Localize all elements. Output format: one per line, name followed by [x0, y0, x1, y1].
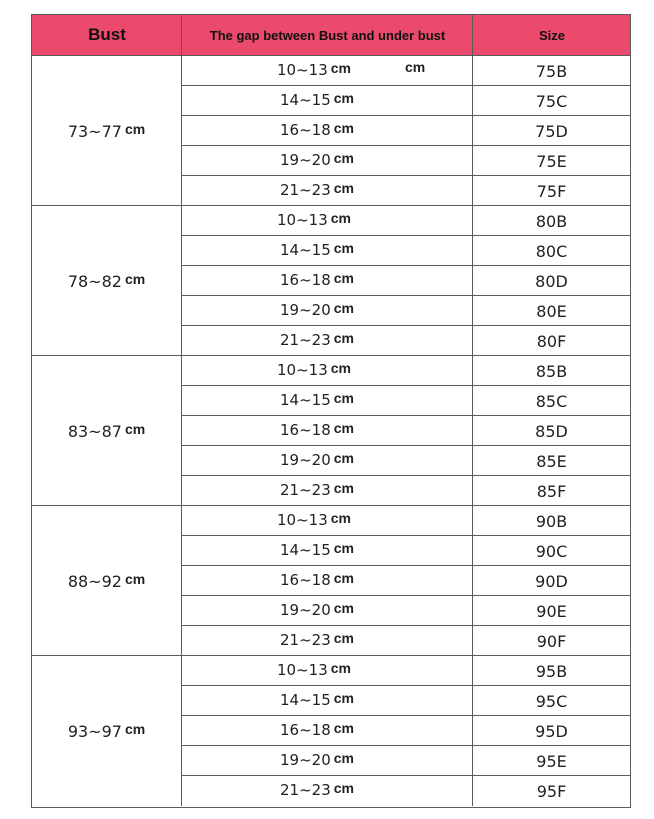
gap-cell: [182, 446, 473, 476]
gap-cell: [182, 206, 473, 236]
size-cell: 75C: [535, 91, 568, 111]
gap-range-value: 19~20: [280, 451, 331, 469]
gap-cell: [182, 296, 473, 326]
table-row: [182, 656, 630, 686]
gap-range-value: 21~23: [280, 331, 331, 349]
gap-range-value: 10~13: [277, 361, 328, 379]
gap-cell: [182, 56, 473, 86]
gap-range: [280, 721, 354, 739]
gap-range-value: 16~18: [280, 721, 331, 739]
gap-cell: [182, 596, 473, 626]
unit-label: cm: [333, 390, 354, 406]
unit-label: cm: [333, 330, 354, 346]
size-cell: 90B: [535, 511, 568, 531]
gap-range: [280, 421, 354, 439]
extra-unit-label: cm: [405, 59, 426, 75]
gap-cell: [182, 746, 473, 776]
bust-range-value: 73~77: [67, 121, 122, 141]
gap-cell: [182, 146, 473, 176]
size-cell: 80D: [535, 271, 568, 291]
gap-range-value: 16~18: [280, 121, 331, 139]
unit-label: cm: [330, 510, 351, 526]
gap-range-value: 14~15: [280, 91, 331, 109]
unit-label: cm: [330, 660, 351, 676]
gap-cell: [182, 176, 473, 206]
gap-cell: [182, 626, 473, 656]
gap-range-value: 16~18: [280, 421, 331, 439]
gap-range: [280, 121, 354, 139]
gap-cell: [182, 356, 473, 386]
table-row: [182, 266, 630, 296]
gap-range-value: 14~15: [280, 391, 331, 409]
unit-label: cm: [333, 150, 354, 166]
gap-cell: [182, 716, 473, 746]
gap-range-value: 19~20: [280, 301, 331, 319]
unit-label: cm: [333, 270, 354, 286]
gap-cell: [182, 266, 473, 296]
gap-range: [277, 61, 351, 79]
gap-range: [280, 451, 354, 469]
bust-group: [32, 506, 630, 656]
size-cell: 80F: [536, 331, 567, 351]
size-cell: 80C: [535, 241, 568, 261]
table-row: [182, 116, 630, 146]
bust-range-cell: [32, 206, 182, 356]
gap-cell: [182, 506, 473, 536]
gap-range-value: 14~15: [280, 541, 331, 559]
size-cell: 75B: [535, 61, 568, 81]
size-cell: 95D: [535, 721, 568, 741]
gap-cell: [182, 536, 473, 566]
bust-range-value: 83~87: [67, 421, 122, 441]
bust-group: [32, 656, 630, 806]
gap-range: [277, 511, 351, 529]
gap-cell: [182, 776, 473, 806]
table-row: [182, 176, 630, 206]
size-cell: 95F: [536, 781, 567, 801]
unit-label: cm: [333, 720, 354, 736]
table-body: [31, 56, 631, 808]
gap-range: [280, 751, 354, 769]
gap-range: [280, 271, 354, 289]
bust-group: [32, 56, 630, 206]
unit-label: cm: [330, 360, 351, 376]
header-gap: The gap between Bust and under bust: [209, 27, 446, 43]
unit-label: cm: [333, 690, 354, 706]
gap-range-value: 10~13: [277, 211, 328, 229]
gap-range: [280, 331, 354, 349]
gap-range-value: 21~23: [280, 631, 331, 649]
gap-cell: [182, 86, 473, 116]
header-bust: Bust: [88, 25, 126, 44]
size-cell: 90C: [535, 541, 568, 561]
bust-range-value: 88~92: [67, 571, 122, 591]
unit-label: cm: [333, 750, 354, 766]
table-row: [182, 476, 630, 506]
table-row: [182, 86, 630, 116]
size-cell: 75F: [536, 181, 567, 201]
bust-range-cell: [32, 656, 182, 806]
gap-range-value: 16~18: [280, 571, 331, 589]
size-cell: 95C: [535, 691, 568, 711]
gap-cell: [182, 116, 473, 146]
unit-label: cm: [333, 480, 354, 496]
gap-cell: [182, 476, 473, 506]
size-cell: 80E: [536, 301, 567, 321]
bust-group: [32, 206, 630, 356]
table-row: [182, 146, 630, 176]
gap-range: [280, 481, 354, 499]
unit-label: cm: [333, 570, 354, 586]
gap-range: [280, 601, 354, 619]
size-chart-table: [31, 14, 631, 808]
bust-range-cell: [32, 506, 182, 656]
table-row: [182, 506, 630, 536]
size-cell: 80B: [535, 211, 568, 231]
header-size: Size: [538, 27, 565, 43]
gap-cell: [182, 236, 473, 266]
gap-range: [277, 661, 351, 679]
unit-label: cm: [333, 420, 354, 436]
table-row: [182, 596, 630, 626]
bust-range-value: 93~97: [67, 721, 122, 741]
gap-range-value: 10~13: [277, 511, 328, 529]
gap-range: [277, 211, 351, 229]
size-cell: 90E: [536, 601, 567, 621]
size-cell: 90F: [536, 631, 567, 651]
gap-range-value: 19~20: [280, 601, 331, 619]
size-cell: 85F: [536, 481, 567, 501]
unit-label: cm: [333, 120, 354, 136]
gap-range-value: 21~23: [280, 181, 331, 199]
table-row: [182, 386, 630, 416]
gap-range-value: 10~13: [277, 661, 328, 679]
unit-label: cm: [333, 780, 354, 796]
gap-cell: [182, 686, 473, 716]
table-row: [182, 776, 630, 806]
gap-range: [280, 151, 354, 169]
gap-cell: [182, 386, 473, 416]
gap-range: [280, 391, 354, 409]
unit-label: cm: [124, 421, 146, 437]
gap-range: [280, 691, 354, 709]
gap-range: [277, 361, 351, 379]
table-row: [182, 326, 630, 356]
unit-label: cm: [333, 600, 354, 616]
size-cell: 85B: [535, 361, 568, 381]
unit-label: cm: [124, 121, 146, 137]
table-row: [182, 236, 630, 266]
gap-range: [280, 541, 354, 559]
gap-range: [280, 781, 354, 799]
unit-label: cm: [333, 450, 354, 466]
table-row: [182, 536, 630, 566]
gap-range: [280, 181, 354, 199]
table-row: [182, 296, 630, 326]
table-row: [182, 416, 630, 446]
unit-label: cm: [333, 180, 354, 196]
bust-range-cell: [32, 56, 182, 206]
table-row: [182, 566, 630, 596]
gap-range-value: 21~23: [280, 481, 331, 499]
table-row: [182, 206, 630, 236]
bust-range-value: 78~82: [67, 271, 122, 291]
gap-cell: [182, 566, 473, 596]
unit-label: cm: [124, 571, 146, 587]
bust-range-cell: [32, 356, 182, 506]
bust-group: [32, 356, 630, 506]
size-cell: 95E: [536, 751, 567, 771]
gap-range: [280, 631, 354, 649]
gap-range-value: 19~20: [280, 751, 331, 769]
size-cell: 90D: [535, 571, 568, 591]
unit-label: cm: [330, 60, 351, 76]
unit-label: cm: [333, 90, 354, 106]
size-cell: 85E: [536, 451, 567, 471]
unit-label: cm: [330, 210, 351, 226]
unit-label: cm: [124, 721, 146, 737]
unit-label: cm: [333, 300, 354, 316]
gap-range: [280, 241, 354, 259]
gap-range: [280, 91, 354, 109]
gap-cell: [182, 416, 473, 446]
size-cell: 85D: [535, 421, 568, 441]
unit-label: cm: [333, 630, 354, 646]
gap-cell: [182, 656, 473, 686]
gap-range-value: 21~23: [280, 781, 331, 799]
gap-range-value: 10~13: [277, 61, 328, 79]
table-row: [182, 356, 630, 386]
gap-range-value: 14~15: [280, 691, 331, 709]
gap-range-value: 16~18: [280, 271, 331, 289]
table-row: [182, 746, 630, 776]
unit-label: cm: [333, 240, 354, 256]
table-header: [31, 14, 631, 56]
table-row: [182, 446, 630, 476]
gap-cell: [182, 326, 473, 356]
size-cell: 75D: [535, 121, 568, 141]
size-cell: 95B: [535, 661, 568, 681]
table-row: [182, 716, 630, 746]
table-row: [182, 56, 630, 86]
gap-range-value: 14~15: [280, 241, 331, 259]
table-row: [182, 686, 630, 716]
table-row: [182, 626, 630, 656]
gap-range: [280, 301, 354, 319]
unit-label: cm: [124, 271, 146, 287]
size-cell: 85C: [535, 391, 568, 411]
size-cell: 75E: [536, 151, 567, 171]
gap-range-value: 19~20: [280, 151, 331, 169]
gap-range: [280, 571, 354, 589]
unit-label: cm: [333, 540, 354, 556]
